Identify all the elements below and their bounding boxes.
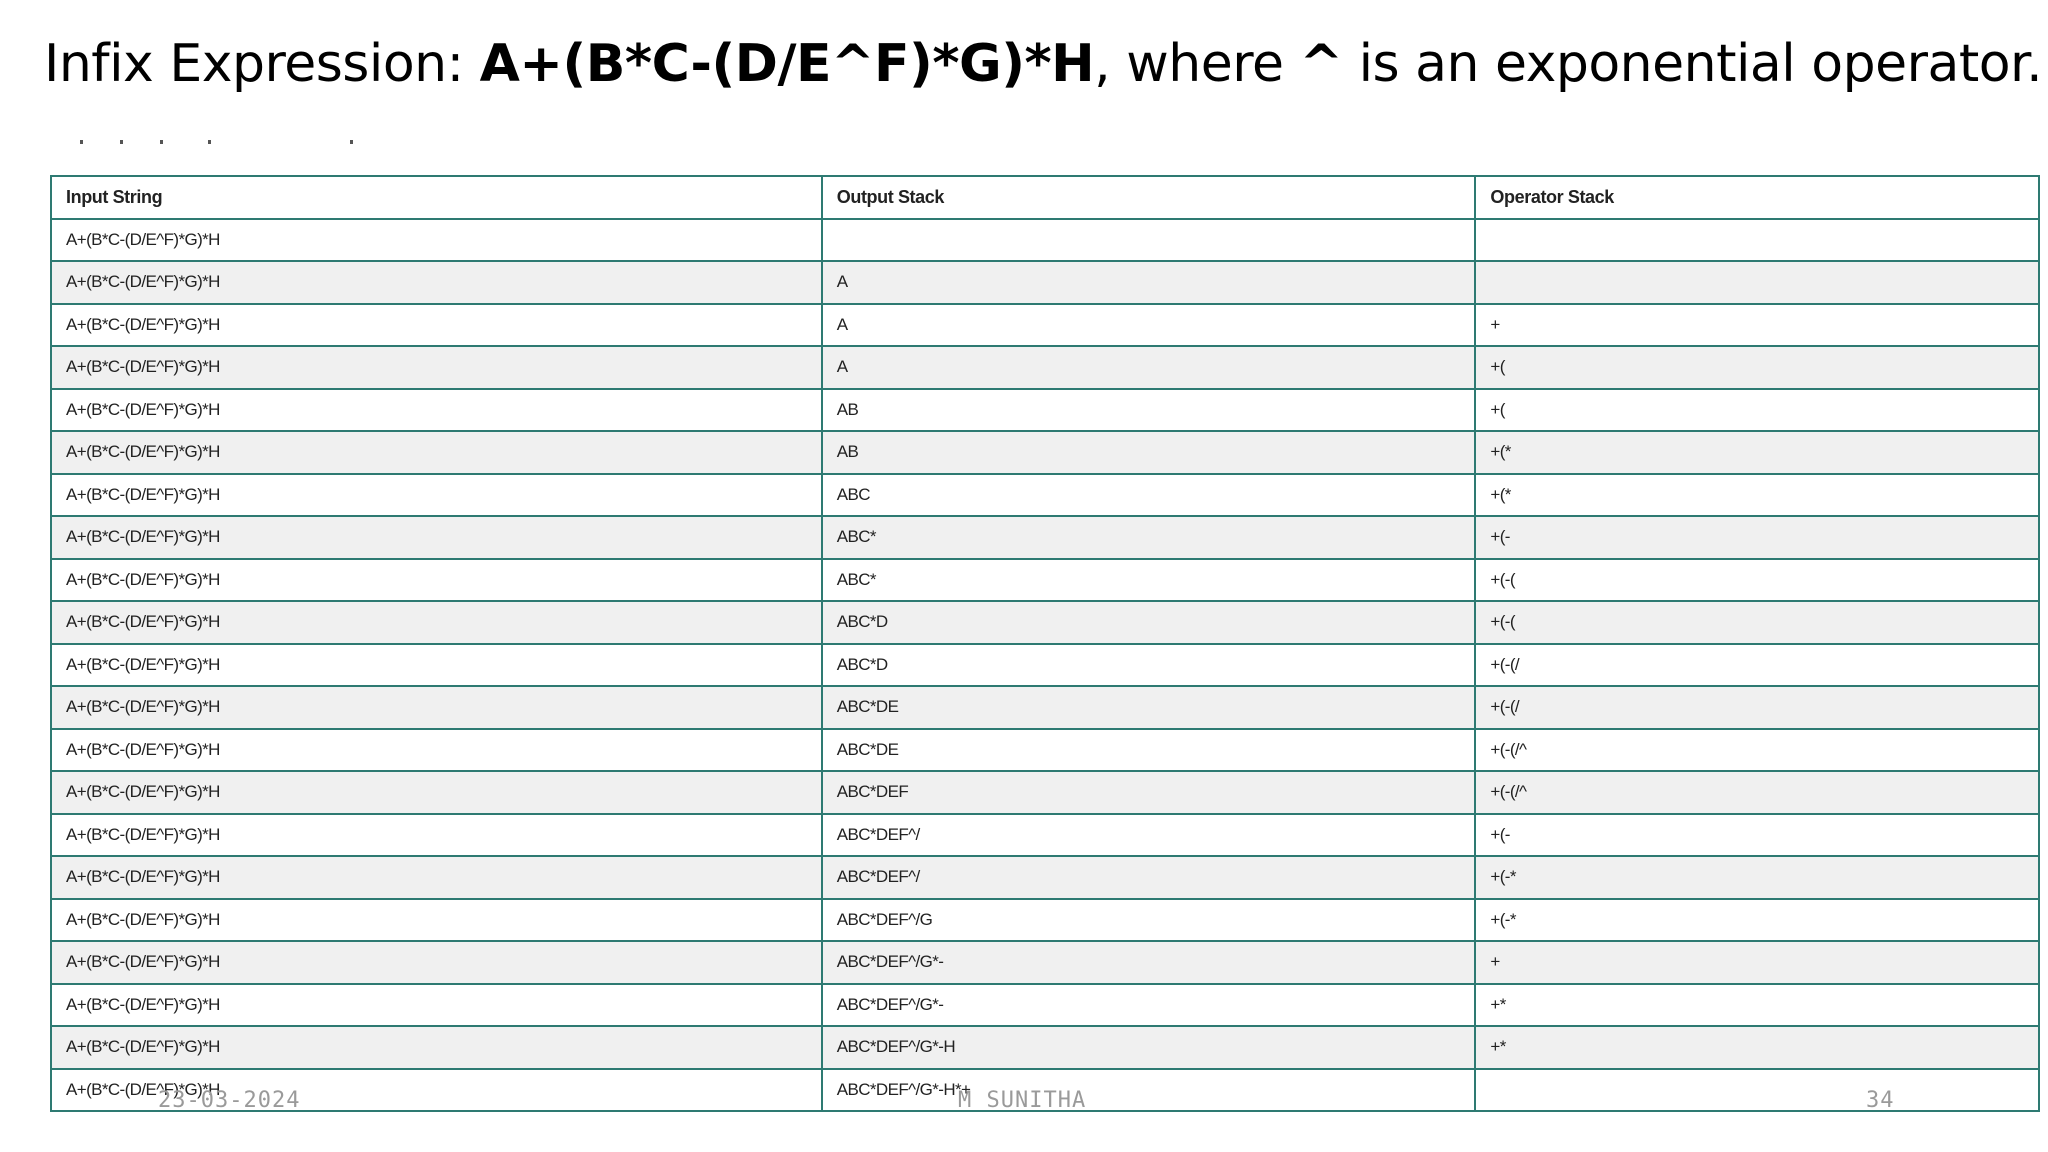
- input-string-cell: A+(B*C-(D/E^F)*G)*H: [51, 431, 822, 474]
- input-string-cell: A+(B*C-(D/E^F)*G)*H: [51, 346, 822, 389]
- table-row: [51, 729, 2039, 772]
- input-string-cell: A+(B*C-(D/E^F)*G)*H: [51, 941, 822, 984]
- input-string-cell: A+(B*C-(D/E^F)*G)*H: [51, 516, 822, 559]
- output-stack-cell: AB: [822, 431, 1476, 474]
- header-input-string: Input String: [51, 176, 822, 219]
- table-row: [51, 601, 2039, 644]
- table-body: [51, 219, 2039, 1112]
- title-expression: A+(B*C-(D/E^F)*G)*H: [479, 34, 1095, 94]
- operator-stack-cell: +: [1475, 304, 2039, 347]
- output-stack-cell: ABC*D: [822, 601, 1476, 644]
- output-stack-cell: [822, 219, 1476, 262]
- table-row: [51, 644, 2039, 687]
- operator-stack-cell: +(-: [1475, 814, 2039, 857]
- table-row: [51, 516, 2039, 559]
- input-string-cell: A+(B*C-(D/E^F)*G)*H: [51, 304, 822, 347]
- table-row: [51, 941, 2039, 984]
- output-stack-cell: A: [822, 304, 1476, 347]
- operator-stack-cell: +: [1475, 941, 2039, 984]
- footer-date: 23-03-2024: [158, 1088, 301, 1113]
- header-output-stack: Output Stack: [822, 176, 1476, 219]
- operator-stack-cell: +(: [1475, 346, 2039, 389]
- operator-stack-cell: +(-(/: [1475, 644, 2039, 687]
- table-row: [51, 431, 2039, 474]
- input-string-cell: A+(B*C-(D/E^F)*G)*H: [51, 899, 822, 942]
- operator-stack-cell: +(-*: [1475, 899, 2039, 942]
- footer-author: M SUNITHA: [958, 1088, 1087, 1113]
- output-stack-cell: ABC*DEF^/G*-H*+: [822, 1069, 1476, 1112]
- table-row: [51, 474, 2039, 517]
- operator-stack-cell: +(-(/^: [1475, 771, 2039, 814]
- title-suffix: is an exponential operator.: [1342, 34, 2043, 94]
- table-row: [51, 814, 2039, 857]
- operator-stack-cell: [1475, 261, 2039, 304]
- input-string-cell: A+(B*C-(D/E^F)*G)*H: [51, 1026, 822, 1069]
- output-stack-cell: AB: [822, 389, 1476, 432]
- output-stack-cell: ABC*DEF^/G*-: [822, 941, 1476, 984]
- table-header-row: [51, 176, 2039, 219]
- output-stack-cell: ABC*: [822, 516, 1476, 559]
- title-prefix: Infix Expression:: [44, 34, 480, 94]
- input-string-cell: A+(B*C-(D/E^F)*G)*H: [51, 474, 822, 517]
- output-stack-cell: ABC*DEF^/G: [822, 899, 1476, 942]
- title-mid: , where: [1094, 34, 1300, 94]
- output-stack-cell: A: [822, 261, 1476, 304]
- table-row: [51, 304, 2039, 347]
- operator-stack-cell: +(: [1475, 389, 2039, 432]
- operator-stack-cell: +(-(: [1475, 601, 2039, 644]
- operator-stack-cell: [1475, 1069, 2039, 1112]
- table-row: [51, 389, 2039, 432]
- footer-page-number: 34: [1866, 1088, 1895, 1113]
- output-stack-cell: ABC*DEF^/: [822, 814, 1476, 857]
- operator-stack-cell: +(*: [1475, 474, 2039, 517]
- output-stack-cell: ABC*DEF^/G*-H: [822, 1026, 1476, 1069]
- input-string-cell: A+(B*C-(D/E^F)*G)*H: [51, 601, 822, 644]
- operator-stack-cell: +(-*: [1475, 856, 2039, 899]
- input-string-cell: A+(B*C-(D/E^F)*G)*H: [51, 1069, 822, 1112]
- output-stack-cell: ABC*: [822, 559, 1476, 602]
- output-stack-cell: ABC*DEF^/G*-: [822, 984, 1476, 1027]
- operator-stack-cell: +(-: [1475, 516, 2039, 559]
- input-string-cell: A+(B*C-(D/E^F)*G)*H: [51, 389, 822, 432]
- table-row: [51, 261, 2039, 304]
- table-row: [51, 771, 2039, 814]
- table-row: [51, 219, 2039, 262]
- input-string-cell: A+(B*C-(D/E^F)*G)*H: [51, 856, 822, 899]
- output-stack-cell: ABC*D: [822, 644, 1476, 687]
- cropped-text-fragment: [80, 140, 360, 148]
- input-string-cell: A+(B*C-(D/E^F)*G)*H: [51, 771, 822, 814]
- operator-stack-cell: +(*: [1475, 431, 2039, 474]
- input-string-cell: A+(B*C-(D/E^F)*G)*H: [51, 984, 822, 1027]
- operator-stack-cell: +*: [1475, 1026, 2039, 1069]
- input-string-cell: A+(B*C-(D/E^F)*G)*H: [51, 686, 822, 729]
- operator-stack-cell: +(-(/^: [1475, 729, 2039, 772]
- output-stack-cell: ABC*DEF^/: [822, 856, 1476, 899]
- input-string-cell: A+(B*C-(D/E^F)*G)*H: [51, 219, 822, 262]
- output-stack-cell: A: [822, 346, 1476, 389]
- table-row: [51, 686, 2039, 729]
- input-string-cell: A+(B*C-(D/E^F)*G)*H: [51, 559, 822, 602]
- slide-title: [44, 34, 2042, 94]
- title-operator: ^: [1299, 34, 1343, 94]
- operator-stack-cell: [1475, 219, 2039, 262]
- output-stack-cell: ABC*DE: [822, 686, 1476, 729]
- output-stack-cell: ABC*DE: [822, 729, 1476, 772]
- input-string-cell: A+(B*C-(D/E^F)*G)*H: [51, 644, 822, 687]
- table-row: [51, 984, 2039, 1027]
- output-stack-cell: ABC*DEF: [822, 771, 1476, 814]
- table-row: [51, 856, 2039, 899]
- input-string-cell: A+(B*C-(D/E^F)*G)*H: [51, 261, 822, 304]
- operator-stack-cell: +(-(: [1475, 559, 2039, 602]
- operator-stack-cell: +*: [1475, 984, 2039, 1027]
- conversion-table: [50, 175, 2040, 1112]
- table-row: [51, 1026, 2039, 1069]
- header-operator-stack: Operator Stack: [1475, 176, 2039, 219]
- input-string-cell: A+(B*C-(D/E^F)*G)*H: [51, 729, 822, 772]
- table-row: [51, 559, 2039, 602]
- table-row: [51, 346, 2039, 389]
- output-stack-cell: ABC: [822, 474, 1476, 517]
- table-row: [51, 899, 2039, 942]
- input-string-cell: A+(B*C-(D/E^F)*G)*H: [51, 814, 822, 857]
- operator-stack-cell: +(-(/: [1475, 686, 2039, 729]
